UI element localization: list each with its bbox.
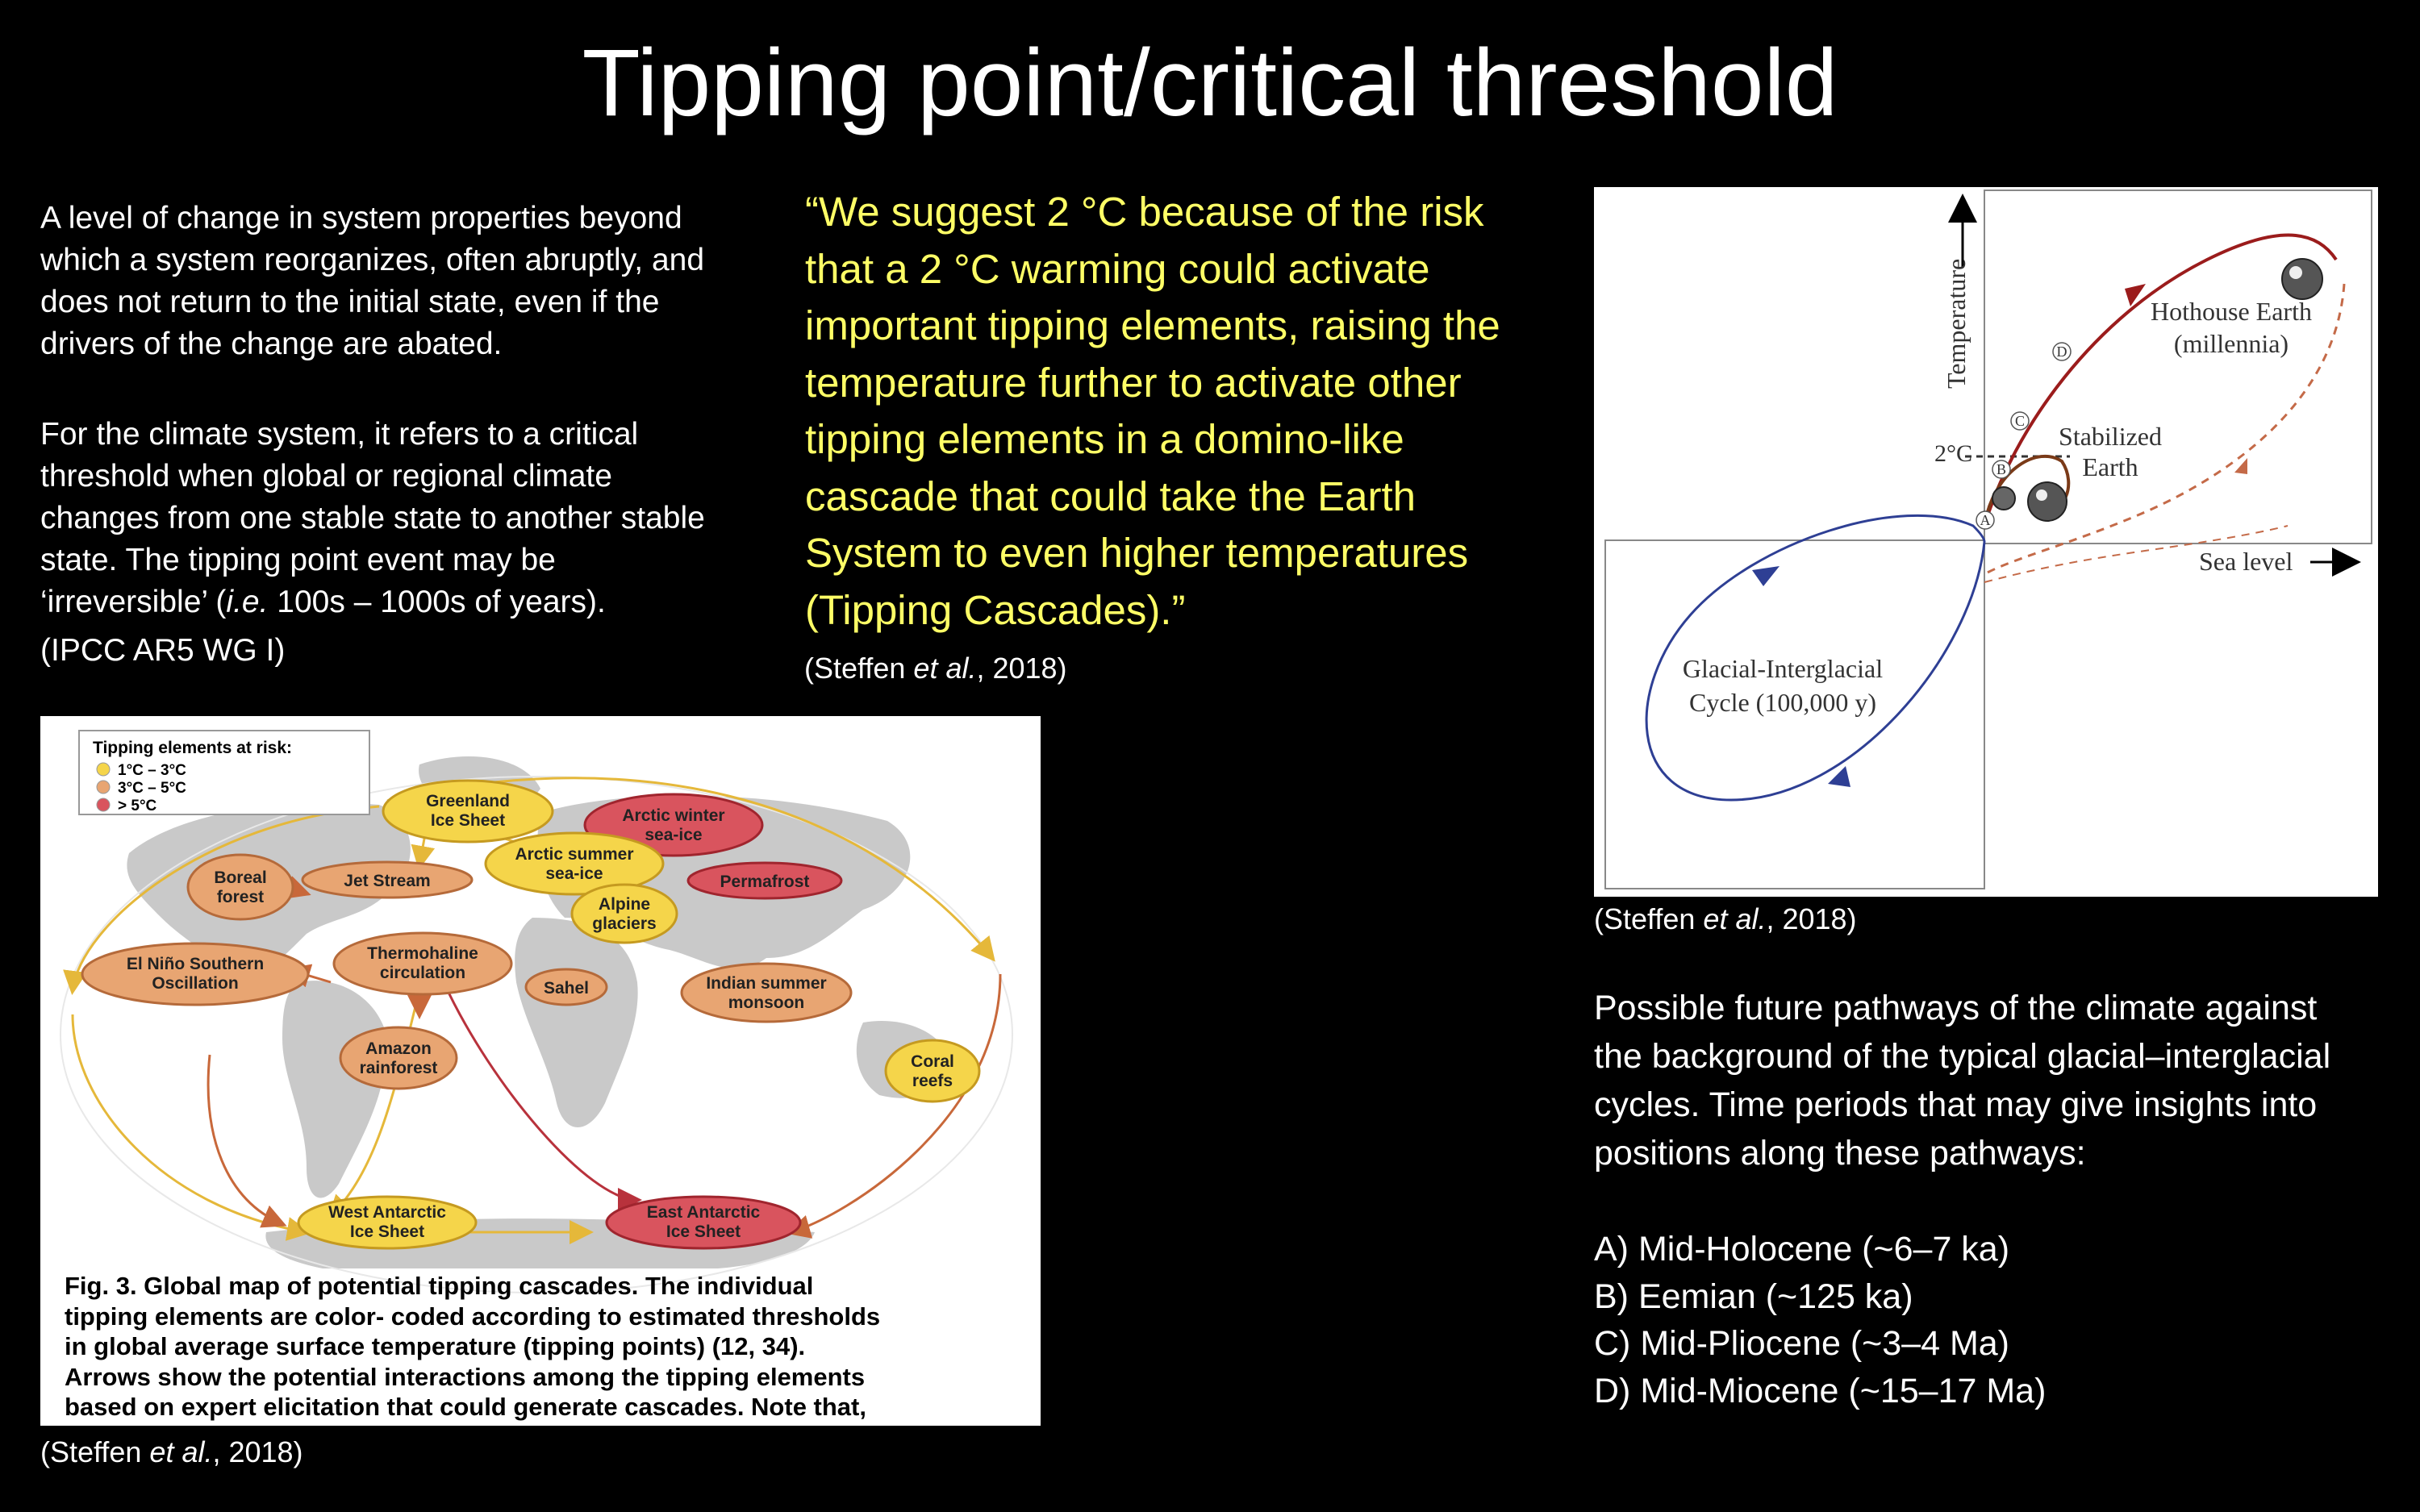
svg-text:3°C – 5°C: 3°C – 5°C	[118, 780, 186, 797]
element-greenland	[383, 781, 553, 842]
svg-text:Stabilized: Stabilized	[2059, 422, 2162, 451]
svg-text:Tipping elements at risk:: Tipping elements at risk:	[93, 739, 293, 757]
svg-text:Amazon: Amazon	[365, 1039, 432, 1058]
svg-text:Thermohaline: Thermohaline	[367, 944, 478, 963]
svg-text:sea-ice: sea-ice	[645, 826, 703, 844]
svg-text:Jet Stream: Jet Stream	[344, 872, 431, 890]
svg-text:rainforest: rainforest	[359, 1059, 438, 1077]
element-west-antarctic	[298, 1197, 476, 1248]
diagram-citation: (Steffen et al., 2018)	[1594, 902, 1857, 935]
steffen-quote: “We suggest 2 °C because of the risk that a 2 °C warming could activate important tipping elements, raising the temperature further to activate other tipping elements in a domino-like cascade that could take the Earth System to even higher temperatures (Tipping Cascades).”	[805, 189, 1500, 633]
svg-text:Oscillation: Oscillation	[152, 974, 239, 993]
threshold-label: 2°C	[1934, 440, 1973, 467]
element-el-nino	[82, 943, 308, 1005]
pathways-list	[1594, 1226, 2368, 1414]
svg-text:forest: forest	[216, 888, 265, 906]
svg-text:D: D	[2056, 344, 2067, 360]
svg-text:Ice Sheet: Ice Sheet	[430, 811, 506, 830]
svg-text:Permafrost: Permafrost	[720, 873, 810, 891]
svg-text:Ice Sheet: Ice Sheet	[349, 1223, 425, 1241]
map-legend	[79, 731, 369, 814]
definition-paragraph-1: A level of change in system properties beyond which a system reorganizes, often abruptly, and does not return to the initial state, even if the drivers of the change are abated.	[40, 201, 705, 361]
quote-citation: (Steffen et al., 2018)	[804, 652, 1067, 685]
glacial-arrow-up	[1752, 566, 1780, 586]
svg-text:West Antarctic: West Antarctic	[328, 1203, 446, 1222]
sea-level-axis-label: Sea level	[2199, 547, 2293, 576]
svg-text:Coral: Coral	[911, 1052, 954, 1071]
definition-paragraph-2: For the climate system, it refers to a critical threshold when global or regional climate changes from one stable state to another stable state. The tipping point event may be ‘irreversible’ (i.e. 100s – 1000s of years).	[40, 417, 705, 619]
svg-text:reefs: reefs	[912, 1072, 953, 1090]
svg-text:circulation: circulation	[379, 964, 466, 982]
svg-text:sea-ice: sea-ice	[545, 864, 603, 883]
pathways-diagram	[1594, 187, 2378, 897]
svg-text:1°C – 3°C: 1°C – 3°C	[118, 762, 186, 779]
map-caption: Fig. 3. Global map of potential tipping cascades. The individual tipping elements are color- coded according to estimated thresholds in global average surface temperature (tipping points) (12, 34). Arrows show the potential interactions among the tipping elements based on expert elicitation that could generate cascades. Note that,	[65, 1272, 881, 1421]
temperature-axis-label: Temperature	[1942, 258, 1971, 389]
element-jet-stream	[302, 862, 472, 898]
element-boreal-forest	[188, 855, 293, 919]
definition-source: (IPCC AR5 WG I)	[40, 633, 286, 668]
list-item: A) Mid-Holocene (~6–7 ka)	[1594, 1230, 2010, 1268]
svg-text:Ice Sheet: Ice Sheet	[666, 1223, 741, 1241]
pathways-diagram-svg	[1594, 187, 2378, 897]
svg-text:Boreal: Boreal	[214, 868, 267, 887]
element-permafrost	[688, 863, 841, 898]
stabilized-ball	[2028, 482, 2067, 521]
svg-text:Indian summer: Indian summer	[706, 974, 827, 993]
svg-text:glaciers: glaciers	[592, 914, 657, 933]
svg-text:Greenland: Greenland	[426, 792, 510, 810]
element-thermohaline	[334, 933, 511, 994]
svg-text:Earth: Earth	[2082, 452, 2138, 481]
svg-text:Glacial-Interglacial: Glacial-Interglacial	[1682, 654, 1884, 683]
element-amazon-rainforest	[340, 1027, 457, 1089]
hothouse-ball	[2282, 259, 2322, 299]
list-item: C) Mid-Pliocene (~3–4 Ma)	[1594, 1324, 2009, 1363]
pathways-text	[1594, 984, 2368, 1414]
svg-text:East Antarctic: East Antarctic	[646, 1203, 761, 1222]
pathways-intro: Possible future pathways of the climate against the background of the typical glacial–interglacial cycles. Time periods that may give insights into positions along these pathways:	[1594, 989, 2331, 1173]
definition-text	[40, 198, 726, 720]
svg-text:Cycle (100,000 y): Cycle (100,000 y)	[1689, 688, 1876, 717]
svg-text:monsoon: monsoon	[728, 993, 805, 1012]
hothouse-arrow	[2125, 284, 2146, 306]
svg-text:Alpine: Alpine	[598, 895, 651, 914]
svg-text:A: A	[1980, 512, 1991, 528]
svg-text:Hothouse Earth: Hothouse Earth	[2151, 297, 2312, 326]
element-indian-monsoon	[682, 964, 851, 1022]
element-alpine-glaciers	[572, 885, 677, 943]
svg-text:B: B	[1996, 461, 2007, 477]
svg-text:Sahel: Sahel	[543, 979, 590, 998]
svg-text:(millennia): (millennia)	[2173, 329, 2289, 358]
slide-title: Tipping point/critical threshold	[582, 30, 1838, 136]
svg-text:> 5°C: > 5°C	[118, 798, 157, 814]
element-east-antarctic	[607, 1197, 800, 1248]
svg-text:Arctic winter: Arctic winter	[622, 806, 725, 825]
tipping-cascades-map-figure	[40, 716, 1041, 1426]
svg-text:El Niño Southern: El Niño Southern	[126, 955, 265, 973]
list-item: B) Eemian (~125 ka)	[1594, 1277, 1913, 1316]
svg-text:Arctic summer: Arctic summer	[515, 845, 634, 864]
map-citation: (Steffen et al., 2018)	[40, 1435, 303, 1468]
dashed-return-path	[1984, 284, 2344, 574]
svg-text:C: C	[2014, 413, 2026, 429]
list-item: D) Mid-Miocene (~15–17 Ma)	[1594, 1371, 2047, 1410]
element-coral-reefs	[886, 1040, 979, 1102]
element-sahel	[526, 969, 607, 1005]
